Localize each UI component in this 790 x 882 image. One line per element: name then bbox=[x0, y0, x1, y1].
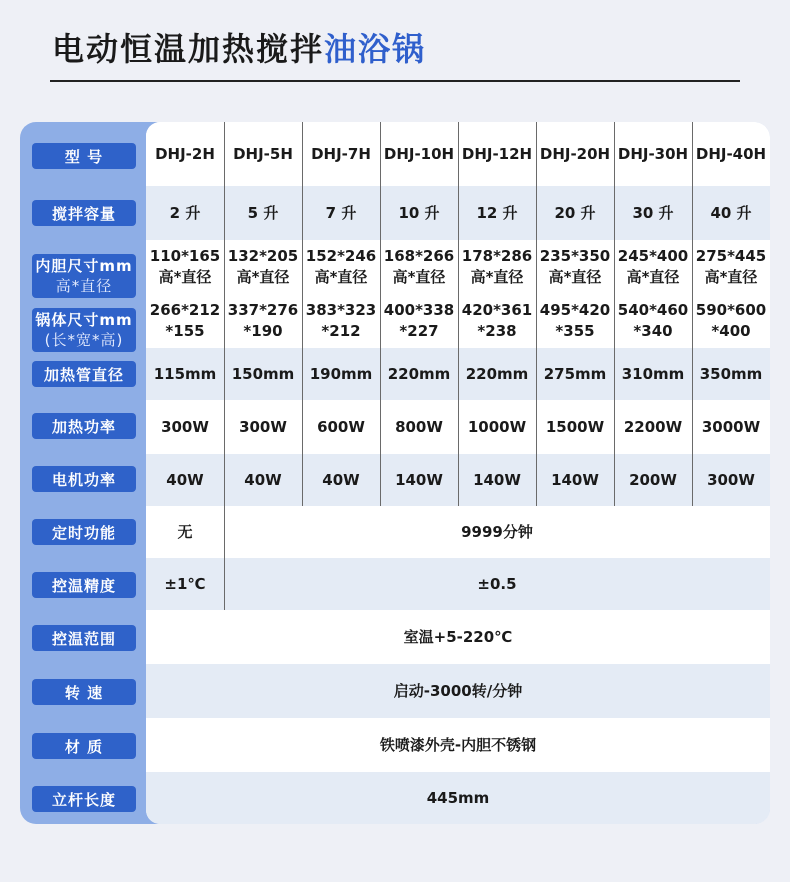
label-inner-size bbox=[32, 254, 136, 298]
model-cell: DHJ-5H bbox=[233, 144, 293, 163]
tube-diameter-cell: 275mm bbox=[543, 364, 607, 383]
tube-diameter-cell: 150mm bbox=[231, 364, 295, 383]
body-size-cell: 540*460 *340 bbox=[617, 301, 689, 340]
label-inner-size-line1: 内胆尺寸mm bbox=[35, 257, 133, 275]
body-size-cell: 400*338 *227 bbox=[383, 301, 455, 340]
row-accuracy bbox=[146, 558, 770, 610]
inner-size-cell: 132*205 高*直径 bbox=[227, 247, 299, 286]
heat-power-cell: 300W bbox=[161, 417, 209, 436]
tube-diameter-cell: 350mm bbox=[699, 364, 763, 383]
tube-diameter-cell: 190mm bbox=[309, 364, 373, 383]
body-size-cell: 590*600 *400 bbox=[695, 301, 767, 340]
column-divider bbox=[692, 122, 693, 506]
label-material: 材 质 bbox=[32, 733, 136, 759]
column-divider bbox=[536, 122, 537, 506]
column-divider bbox=[380, 122, 381, 506]
capacity-cell: 2 升 bbox=[169, 203, 201, 222]
title-main: 电动恒温加热搅拌 bbox=[52, 30, 325, 68]
spec-table bbox=[146, 122, 770, 824]
inner-size-cell: 152*246 高*直径 bbox=[305, 247, 377, 286]
capacity-cell: 30 升 bbox=[632, 203, 674, 222]
heat-power-cell: 800W bbox=[395, 417, 443, 436]
label-range: 控温范围 bbox=[32, 625, 136, 651]
body-size-cell: 266*212 *155 bbox=[149, 301, 221, 340]
capacity-cell: 40 升 bbox=[710, 203, 752, 222]
motor-power-cell: 140W bbox=[551, 470, 599, 489]
capacity-cell: 20 升 bbox=[554, 203, 596, 222]
body-size-cell: 495*420 *355 bbox=[539, 301, 611, 340]
capacity-cell: 12 升 bbox=[476, 203, 518, 222]
column-divider bbox=[458, 122, 459, 506]
label-body-size-line1: 锅体尺寸mm bbox=[35, 311, 133, 329]
label-body-size bbox=[32, 308, 136, 352]
column-divider bbox=[224, 122, 225, 610]
title-highlight: 油浴锅 bbox=[324, 30, 427, 68]
material-cell: 铁喷漆外壳-内胆不锈钢 bbox=[379, 735, 537, 754]
heat-power-cell: 3000W bbox=[701, 417, 761, 436]
heat-power-cell: 1500W bbox=[545, 417, 605, 436]
model-cell: DHJ-10H bbox=[383, 144, 455, 163]
inner-size-cell: 245*400 高*直径 bbox=[617, 247, 689, 286]
heat-power-cell: 2200W bbox=[623, 417, 683, 436]
row-material bbox=[146, 718, 770, 772]
speed-cell: 启动-3000转/分钟 bbox=[393, 681, 523, 700]
model-cell: DHJ-30H bbox=[617, 144, 689, 163]
row-range bbox=[146, 610, 770, 664]
rod-length-cell: 445mm bbox=[426, 788, 490, 807]
label-rod-length: 立杆长度 bbox=[32, 786, 136, 812]
tube-diameter-cell: 310mm bbox=[621, 364, 685, 383]
label-inner-size-line2: 高*直径 bbox=[55, 277, 113, 295]
label-accuracy: 控温精度 bbox=[32, 572, 136, 598]
label-body-size-line2: (长*宽*高) bbox=[44, 331, 124, 349]
model-cell: DHJ-20H bbox=[539, 144, 611, 163]
label-tube-diameter: 加热管直径 bbox=[32, 361, 136, 387]
label-speed: 转 速 bbox=[32, 679, 136, 705]
model-cell: DHJ-12H bbox=[461, 144, 533, 163]
motor-power-cell: 140W bbox=[473, 470, 521, 489]
row-timer bbox=[146, 506, 770, 558]
body-size-cell: 420*361 *238 bbox=[461, 301, 533, 340]
label-capacity: 搅拌容量 bbox=[32, 200, 136, 226]
column-divider bbox=[302, 122, 303, 506]
range-cell: 室温+5-220℃ bbox=[403, 627, 513, 646]
accuracy-rest-cell: ±0.5 bbox=[477, 574, 517, 593]
row-speed bbox=[146, 664, 770, 718]
motor-power-cell: 200W bbox=[629, 470, 677, 489]
motor-power-cell: 40W bbox=[244, 470, 282, 489]
motor-power-cell: 300W bbox=[707, 470, 755, 489]
motor-power-cell: 40W bbox=[166, 470, 204, 489]
title-divider bbox=[50, 80, 740, 82]
tube-diameter-cell: 220mm bbox=[465, 364, 529, 383]
label-timer: 定时功能 bbox=[32, 519, 136, 545]
accuracy-first-cell: ±1℃ bbox=[164, 574, 206, 593]
inner-size-cell: 235*350 高*直径 bbox=[539, 247, 611, 286]
heat-power-cell: 600W bbox=[317, 417, 365, 436]
capacity-cell: 7 升 bbox=[325, 203, 357, 222]
body-size-cell: 383*323 *212 bbox=[305, 301, 377, 340]
capacity-cell: 10 升 bbox=[398, 203, 440, 222]
label-motor-power: 电机功率 bbox=[32, 466, 136, 492]
spec-table-card bbox=[20, 122, 770, 824]
body-size-cell: 337*276 *190 bbox=[227, 301, 299, 340]
motor-power-cell: 140W bbox=[395, 470, 443, 489]
model-cell: DHJ-40H bbox=[695, 144, 767, 163]
inner-size-cell: 178*286 高*直径 bbox=[461, 247, 533, 286]
motor-power-cell: 40W bbox=[322, 470, 360, 489]
page-title bbox=[52, 24, 426, 70]
heat-power-cell: 300W bbox=[239, 417, 287, 436]
inner-size-cell: 168*266 高*直径 bbox=[383, 247, 455, 286]
capacity-cell: 5 升 bbox=[247, 203, 279, 222]
timer-rest-cell: 9999分钟 bbox=[461, 522, 533, 541]
row-rod-length bbox=[146, 772, 770, 824]
model-cell: DHJ-7H bbox=[311, 144, 371, 163]
tube-diameter-cell: 220mm bbox=[387, 364, 451, 383]
timer-first-cell: 无 bbox=[177, 522, 193, 541]
label-model: 型 号 bbox=[32, 143, 136, 169]
column-divider bbox=[614, 122, 615, 506]
model-cell: DHJ-2H bbox=[155, 144, 215, 163]
tube-diameter-cell: 115mm bbox=[153, 364, 217, 383]
inner-size-cell: 110*165 高*直径 bbox=[149, 247, 221, 286]
heat-power-cell: 1000W bbox=[467, 417, 527, 436]
inner-size-cell: 275*445 高*直径 bbox=[695, 247, 767, 286]
label-heat-power: 加热功率 bbox=[32, 413, 136, 439]
